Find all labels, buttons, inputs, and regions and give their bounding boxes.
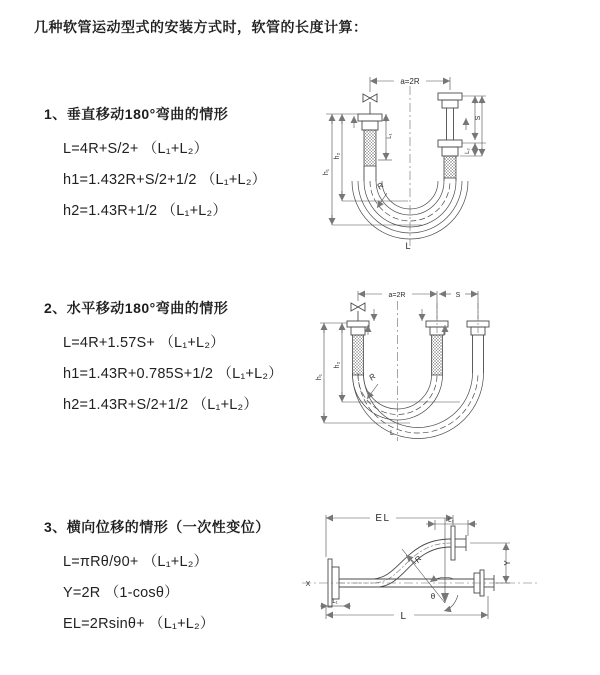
diagram-horizontal-180 [312,283,597,455]
formula-list [44,331,283,424]
flange [438,140,462,147]
diagram-lateral-displacement [298,503,598,645]
flange-nut [442,147,458,156]
flange [438,93,462,100]
flange-nut [442,100,458,108]
section-heading: 1、垂直移动180°弯曲的情形 [44,106,229,122]
dim-label-y: Y [503,560,512,566]
section-lateral-displacement [44,517,270,643]
formula-line: EL=2Rsinθ+ （L₁+L₂） [63,616,215,632]
radius-label: R [367,371,378,383]
flange-nut [351,327,365,335]
formula-line: L=πRθ/90+ （L₁+L₂） [63,554,209,570]
formula-list [44,137,266,230]
dim-label-a2r: a=2R [400,77,420,86]
braided-hose [364,130,376,166]
angle-label-theta: θ [430,592,436,601]
flange-nut [362,121,378,130]
dim-label-el: EL [375,513,391,524]
dim-label-l2: L₂ [465,148,471,154]
formula-line: h1=1.432R+S/2+1/2 （L₁+L₂） [63,172,267,188]
diagram-horizontal-180-svg [312,283,597,455]
braided-hose [444,156,456,178]
section-vertical-move [44,104,266,230]
dim-label-l2: L₂ [448,518,454,524]
dim-label-h2: h₂ [334,361,341,369]
section-heading: 3、横向位移的情形（一次性变位） [44,519,270,535]
diagram-lateral-displacement-svg [298,503,598,645]
dim-label-h1: h₁ [316,373,323,381]
formula-line: L=4R+S/2+ （L₁+L₂） [63,141,209,157]
radius-label: R [412,554,424,565]
dim-label-l1: L₁ [387,133,393,139]
dim-label-s: S [475,115,482,121]
length-label: L [405,241,411,251]
dim-label-h2: h₂ [334,152,341,160]
formula-line: Y=2R （1-cosθ） [63,585,179,601]
section-heading: 2、水平移动180°弯曲的情形 [44,300,229,316]
dim-label-a2r: a=2R [388,292,406,299]
braided-hose [432,335,443,375]
dim-label-s: S [455,292,461,299]
diagram-vertical-180 [310,66,595,264]
section-horizontal-move [44,298,283,424]
length-label: L [390,430,394,437]
formula-line: h1=1.43R+0.785S+1/2 （L₁+L₂） [63,366,283,382]
valve-icon [363,94,377,102]
formula-list [44,550,270,643]
valve-icon [351,303,365,311]
flange [347,321,369,327]
dim-label-l: L [400,611,408,622]
dim-label-h1: h₁ [323,168,330,176]
formula-line: L=4R+1.57S+ （L₁+L₂） [63,335,225,351]
radius-label: R [375,180,386,192]
flange [451,526,455,560]
axis-label-x: X [305,581,311,588]
formula-line: h2=1.43R+S/2+1/2 （L₁+L₂） [63,397,259,413]
braided-hose [353,335,364,375]
dim-label-l1: L₁ [332,599,338,605]
flange [358,114,382,121]
formula-line: h2=1.43R+1/2 （L₁+L₂） [63,203,228,219]
diagram-vertical-180-svg [310,66,595,264]
angle-vertex-mark [441,593,449,603]
page-title: 几种软管运动型式的安装方式时，软管的长度计算： [34,19,368,35]
